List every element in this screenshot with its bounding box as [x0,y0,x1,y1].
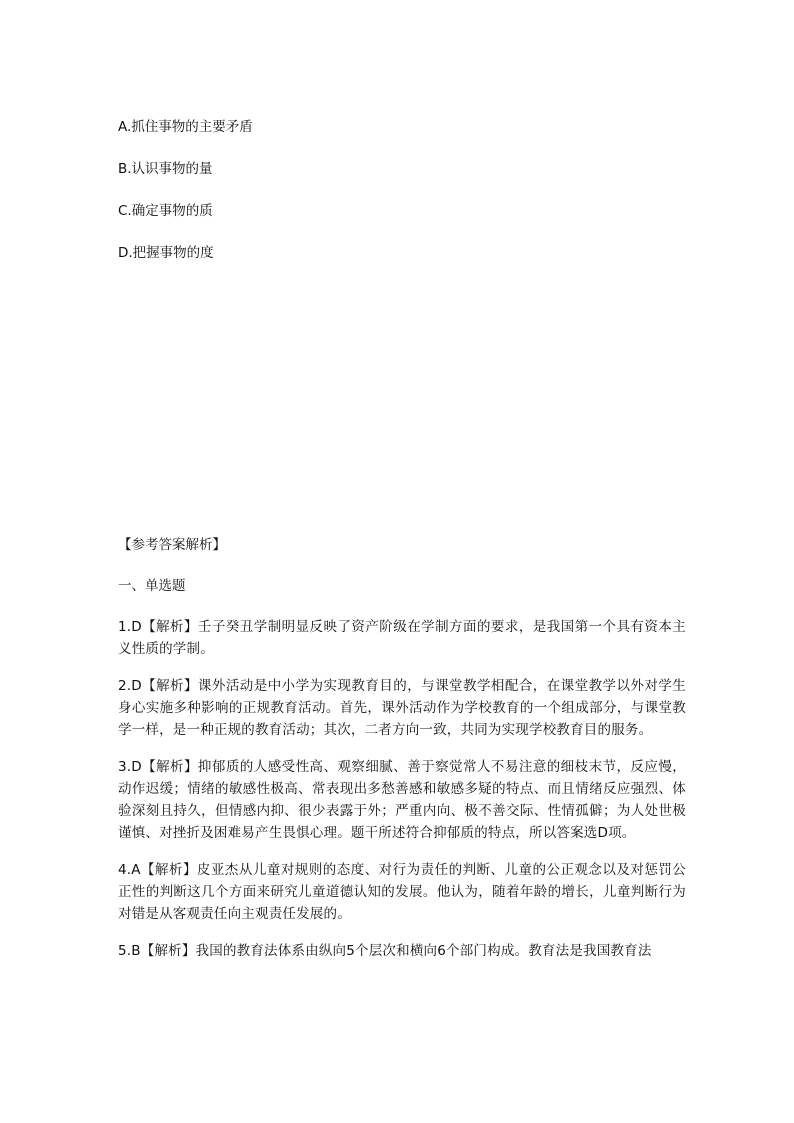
option-a: A.抓住事物的主要矛盾 [118,119,253,135]
option-c: C.确定事物的质 [118,203,213,219]
option-b: B.认识事物的量 [118,161,213,177]
answer-analysis-heading: 【参考答案解析】 [118,537,226,553]
option-d: D.把握事物的度 [118,245,214,261]
answer-item-2: 2.D【解析】课外活动是中小学为实现教育目的，与课堂教学相配合，在课堂教学以外对学生身心实施多种影响的正规教育活动。首先，课外活动作为学校教育的一个组成部分，与课堂教学一样，是一种正规的教育活动；其次，二者方向一致，共同为实现学校教育目的服务。 [118,678,686,738]
answer-item-4: 4.A【解析】皮亚杰从儿童对规则的态度、对行为责任的判断、儿童的公正观念以及对惩罚公正性的判断这几个方面来研究儿童道德认知的发展。他认为，随着年龄的增长，儿童判断行为对错是从客观责任向主观责任发展的。 [118,862,686,922]
answer-analysis-section [118,535,686,977]
single-choice-section-title: 一、单选题 [118,578,186,594]
answer-options [118,117,678,285]
answer-item-1: 1.D【解析】壬子癸丑学制明显反映了资产阶级在学制方面的要求，是我国第一个具有资本主义性质的学制。 [118,619,686,657]
answer-item-3: 3.D【解析】抑郁质的人感受性高、观察细腻、善于察觉常人不易注意的细枝末节，反应慢，动作迟缓；情绪的敏感性极高、常表现出多愁善感和敏感多疑的特点、而且情绪反应强烈、体验深刻且持久，但情感内抑、很少表露于外；严重内向、极不善交际、性情孤僻；为人处世极谨慎、对挫折及困难易产生畏惧心理。题干所述符合抑郁质的特点，所以答案选D项。 [118,759,686,841]
answer-item-5: 5.B【解析】我国的教育法体系由纵向5个层次和横向6个部门构成。教育法是我国教育法 [118,943,652,959]
